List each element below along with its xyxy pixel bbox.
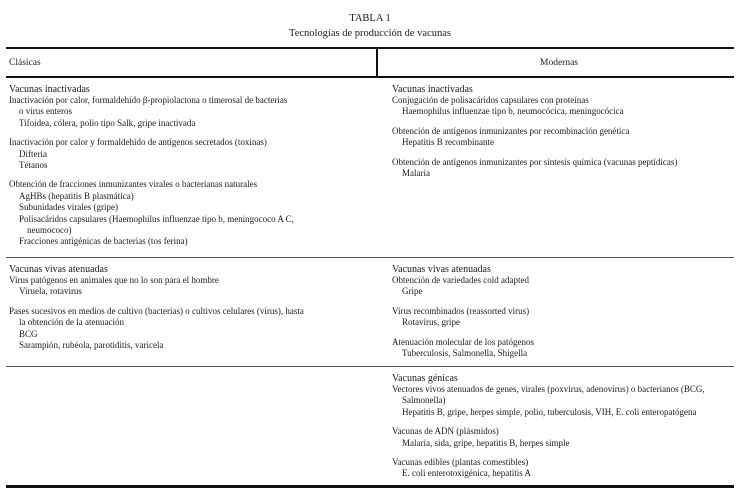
column-header-clasicas: Clásicas: [9, 58, 41, 68]
technique-text: Vacunas edibles (plantas comestibles): [392, 457, 529, 468]
header-rule: [6, 76, 734, 78]
technique-text: Inactivación por calor y formaldehído de antígenos secretados (toxinas): [9, 137, 267, 148]
example-text: Sarampión, rubéola, parotiditis, varicela: [19, 340, 164, 351]
example-text: BCG: [19, 328, 38, 339]
category-label: Vacunas inactivadas: [392, 84, 473, 95]
row-vivas-modernas: [392, 264, 732, 359]
technique-text: Obtención de variedades cold adapted: [392, 275, 529, 285]
example-text: Rotavirus, gripe: [402, 317, 460, 328]
category-label: Vacunas génicas: [392, 373, 458, 384]
technique-text: Conjugación de polisacáridos capsulares con proteínas: [392, 95, 589, 105]
row-vivas-clasicas: [9, 264, 349, 351]
table-number: TABLA 1: [349, 13, 391, 24]
example-text: Gripe: [402, 286, 423, 297]
example-text: Subunidades virales (gripe): [19, 202, 118, 213]
row-inactivadas-modernas: [392, 84, 732, 179]
example-text: Fracciones antigénicas de bacterias (tos ferina): [19, 236, 188, 247]
example-text: Difteria: [19, 148, 47, 159]
technique-text: Obtención de fracciones inmunizantes virales o bacterianas naturales: [9, 179, 258, 190]
example-text: Tuberculosis, Salmonella, Shigella: [402, 348, 528, 359]
header-column-separator: [376, 49, 378, 76]
example-text: Tifoidea, cólera, polio tipo Salk, gripe inactivada: [19, 117, 196, 128]
row-inactivadas-clasicas: [9, 84, 349, 248]
example-text: Malaria, sida, gripe, hepatitis B, herpes simple: [402, 437, 570, 448]
bottom-rule: [6, 485, 734, 488]
technique-text: Atenuación molecular de los patógenos: [392, 336, 534, 347]
table-title: Tecnologías de producción de vacunas: [289, 28, 451, 39]
category-label: Vacunas vivas atenuadas: [392, 264, 491, 275]
technique-text: Vectores vivos atenuados de genes, virales (poxvirus, adenovirus) o bacterianos (BCG,: [392, 384, 705, 394]
example-text: Polisacáridos capsulares (Haemophilus influenzae tipo b, meningococo A C,: [19, 213, 294, 224]
technique-text: Obtención de antígenos inmunizantes por síntesis química (vacunas peptídicas): [392, 156, 678, 167]
technique-text: Salmonella): [402, 395, 446, 406]
example-text: Hepatitis B, gripe, herpes simple, polio, tuberculosis, VIH, E. coli enteropatógena: [402, 406, 697, 417]
technique-text: Virus recombinados (reassorted virus): [392, 305, 530, 316]
row-divider: [6, 257, 734, 258]
example-text: E. coli enterotoxigénica, hepatitis A: [402, 468, 531, 479]
technique-text: Pases sucesivos en medios de cultivo (bacterias) o cultivos celulares (virus), hasta: [9, 305, 304, 316]
technique-text: o virus enteros: [19, 106, 72, 117]
example-text: neumococo): [27, 225, 72, 236]
example-text: Malaria: [402, 168, 430, 179]
category-label: Vacunas inactivadas: [9, 84, 90, 95]
technique-text: la obtención de la atenuación: [19, 317, 124, 328]
category-label: Vacunas vivas atenuadas: [9, 264, 108, 275]
example-text: AgHBs (hepatitis B plasmática): [19, 190, 134, 201]
technique-text: Obtención de antígenos inmunizantes por recombinación genética: [392, 125, 630, 136]
technique-text: Inactivación por calor, formaldehído β-propiolactona o timerosal de bacterias: [9, 95, 288, 105]
example-text: Tétanos: [19, 160, 48, 171]
technique-text: Vacunas de ADN (plásmidos): [392, 426, 499, 437]
example-text: Viruela, rotavirus: [19, 286, 82, 297]
example-text: Haemophilus influenzae tipo b, neumocócica, meningocócica: [402, 106, 624, 117]
row-genicas-modernas: [392, 373, 732, 480]
technique-text: Virus patógenos en animales que no lo son para el hombre: [9, 275, 219, 285]
top-rule: [6, 47, 734, 49]
row-divider: [6, 366, 734, 367]
column-header-modernas: Modernas: [540, 58, 578, 68]
example-text: Hepatitis B recombinante: [402, 137, 494, 148]
